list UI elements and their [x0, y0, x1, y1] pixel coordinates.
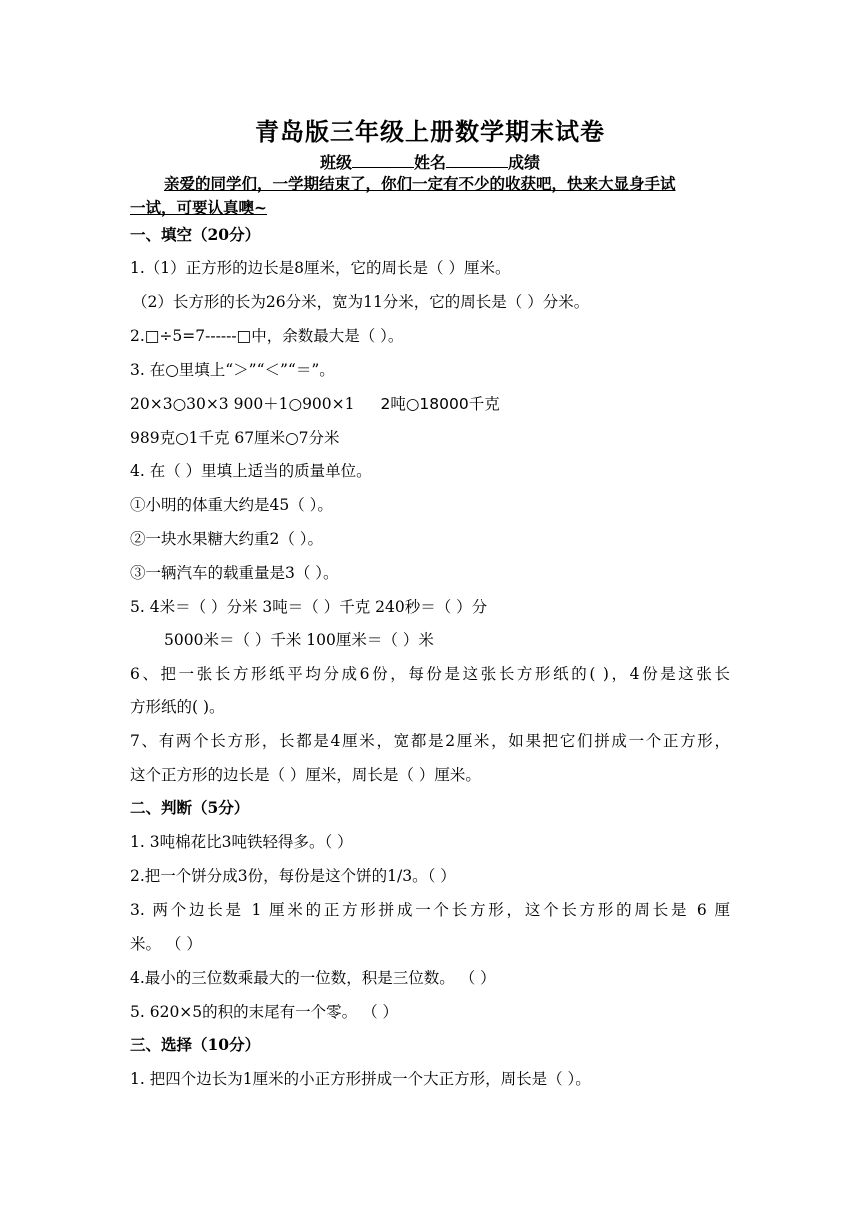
s2-q5: 5. 620×5的积的末尾有一个零。 （ ） [130, 1003, 399, 1021]
s1-q3-compare-2: 989克○1千克 67厘米○7分米 [130, 429, 340, 447]
s1-q3: 3. 在○里填上“＞”“＜”“＝”。 [130, 361, 335, 379]
s1-q4-3: ③一辆汽车的载重量是3（ ）。 [130, 564, 339, 582]
section3-heading: 三、选择（10分） [130, 1035, 261, 1054]
s1-q5-1: 5. 4米＝（ ）分米 3吨＝（ ）千克 240秒＝（ ）分 [130, 598, 488, 616]
s2-q1: 1. 3吨棉花比3吨铁轻得多。（ ） [130, 833, 353, 851]
s1-q3-ton-item: 2吨○18000千克 [380, 395, 500, 413]
s1-q6-1: 6、把一张长方形纸平均分成6份，每份是这张长方形纸的( )，4份是这张长 [130, 665, 730, 683]
name-label: 姓名 [413, 153, 446, 172]
s1-q7-1: 7、有两个长方形，长都是4厘米，宽都是2厘米，如果把它们拼成一个正方形， [130, 732, 730, 750]
s1-q4-1: ①小明的体重大约是45（ ）。 [130, 496, 333, 514]
s2-q2: 2.把一个饼分成3份，每份是这个饼的1/3。（ ） [130, 867, 456, 885]
section1-heading: 一、填空（20分） [130, 225, 261, 244]
name-blank [446, 153, 508, 168]
student-info-line [0, 150, 860, 173]
s3-q1: 1. 把四个边长为1厘米的小正方形拼成一个大正方形，周长是（ ）。 [130, 1070, 591, 1088]
s1-q4-2: ②一块水果糖大约重2（ ）。 [130, 530, 324, 548]
s1-q2: 2.□÷5=7------□中，余数最大是（ ）。 [130, 327, 404, 345]
page-title: 青岛版三年级上册数学期末试卷 [255, 117, 605, 146]
s2-q4: 4.最小的三位数乘最大的一位数，积是三位数。 （ ） [130, 969, 496, 987]
s1-q1-2: （2）长方形的长为26分米，宽为11分米，它的周长是（ ）分米。 [132, 293, 590, 311]
s1-q5-2: 5000米＝（ ）千米 100厘米＝（ ）米 [164, 631, 434, 649]
class-blank [352, 153, 414, 168]
intro-line-1: 亲爱的同学们，一学期结束了，你们一定有不少的收获吧，快来大显身手试 [164, 174, 676, 193]
score-label: 成绩 [508, 153, 541, 172]
s1-q4: 4. 在（ ）里填上适当的质量单位。 [130, 462, 372, 480]
intro-line-2: 一试，可要认真噢~ [130, 198, 267, 217]
section2-heading: 二、判断（5分） [130, 798, 250, 817]
s1-q6-2: 方形纸的( )。 [130, 698, 225, 716]
s1-q3-compare-1-text: 20×3○30×3 900＋1○900×1 [130, 395, 355, 413]
s1-q1-1: 1.（1）正方形的边长是8厘米，它的周长是（ ）厘米。 [130, 259, 511, 277]
s1-q3-compare-1 [130, 394, 500, 414]
s2-q3-2: 米。 （ ） [130, 935, 202, 953]
s1-q7-2: 这个正方形的边长是（ ）厘米，周长是（ ）厘米。 [130, 766, 481, 784]
s2-q3-1: 3. 两个边长是 1 厘米的正方形拼成一个长方形，这个长方形的周长是 6 厘 [130, 901, 730, 919]
class-label: 班级 [319, 153, 352, 172]
